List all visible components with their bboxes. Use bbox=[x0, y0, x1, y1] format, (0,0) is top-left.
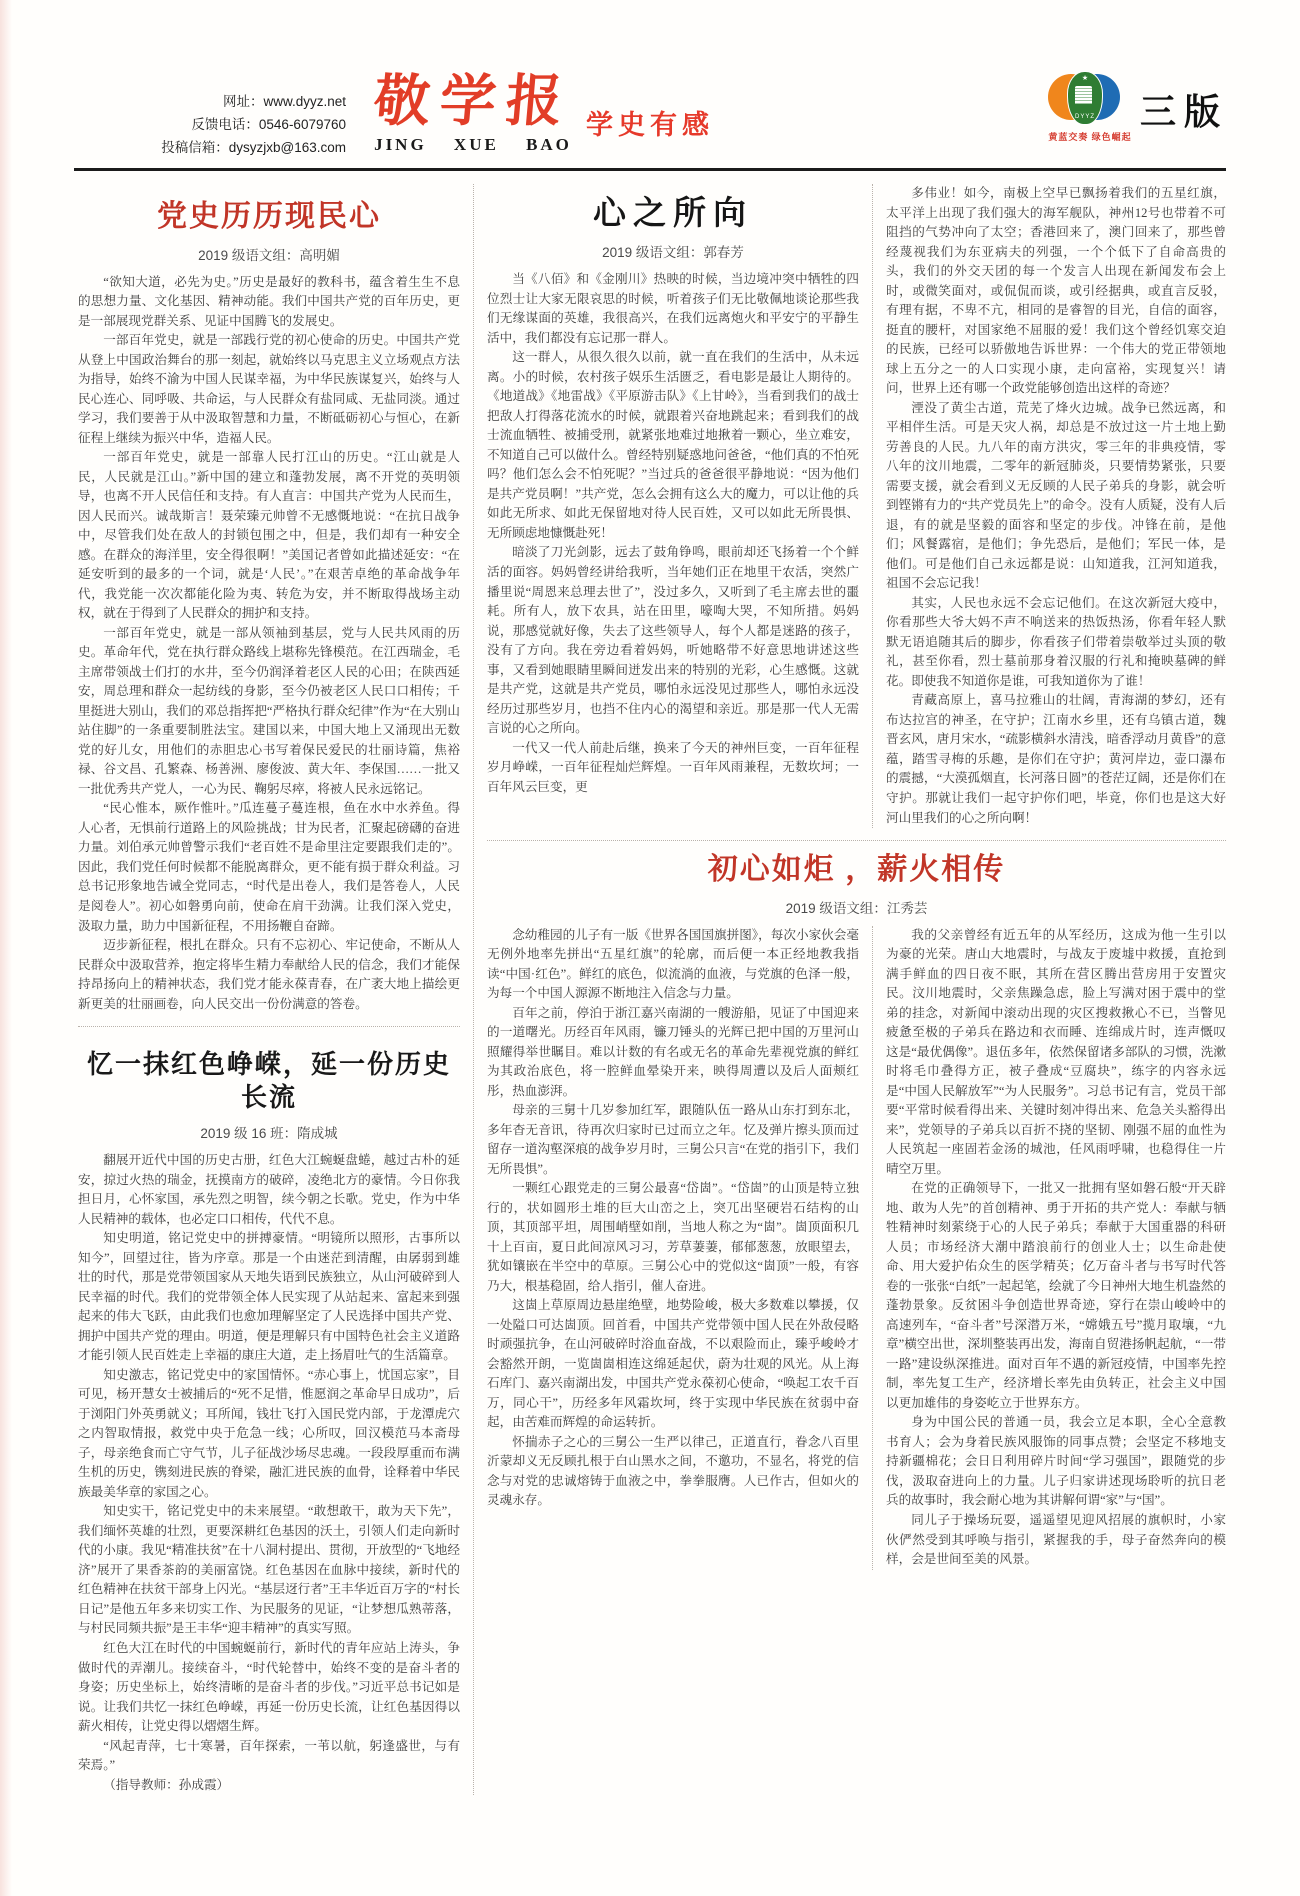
paragraph: 湮没了黄尘古道，荒芜了烽火边城。战争已然远离，和平相伴生活。可是天灾人祸，却总是不放过这一片土地上勤劳善良的人民。九八年的南方洪灾，零三年的非典疫情，零八年的汶川地震，二零年的新冠肺炎，只要情势紧张，只要需要支援，就会看到义无反顾的人民子弟兵的身影，就会听到铿锵有力的“共产党员先上”的命令。没有人质疑，没有人后退，有的就是坚毅的面容和坚定的步伐。冲锋在前，是他们；风餐露宿，是他们；争先恐后，是他们；军民一体，是他们。可是他们自己永远都是说：山知道我，江河知道我，祖国不会忘记我！ bbox=[886, 400, 1226, 591]
column-right-region bbox=[473, 184, 1226, 1795]
article-title: 初心如炬 ，薪火相传 bbox=[707, 853, 1006, 887]
article-byline: 2019 级语文组：江秀芸 bbox=[785, 900, 928, 916]
article-title: 忆一抹红色峥嵘，延一份历史长流 bbox=[86, 1050, 451, 1112]
article-xinzhisuoxiang-row bbox=[487, 184, 1226, 828]
paragraph: 一部百年党史，就是一部靠人民打江山的历史。“江山就是人民，人民就是江山。”新中国的建立和蓬勃发展，离不开党的英明领导，也离不开人民信任和支持。有人直言：中国共产党为人民而生，因人民而兴。诚哉斯言！聂荣臻元帅曾不无感慨地说：“在抗日战争中，尽管我们处在敌人的封锁包围之中，但是，我们却有一种安全感。在群众的海洋里，安全得很啊！”美国记者曾如此描述延安：“在延安听到的最多的一个词，就是‘人民’。”在艰苦卓绝的革命战争年代，我党能一次次都能化险为夷、转危为安，并不断取得战场主动权，就在于得到了人民群众的拥护和支持。 bbox=[78, 450, 460, 621]
paragraph: 翻展开近代中国的历史古册，红色大江蜿蜒盘蜷，越过古朴的延安，掠过火热的瑞金，抚摸南方的破碎，凌绝北方的豪情。今日你我担日月，心怀家国，承先烈之明智，续今朝之长歌。党史，作为中华人民精神的载体，也必定口口相传，代代不息。 bbox=[78, 1153, 460, 1226]
article-paragraphs bbox=[886, 926, 1226, 1570]
paragraph: 知史激志，铭记党史中的家国情怀。“赤心事上，忧国忘家”，目可见，杨开慧女士被捕后的“死不足惜，惟愿润之革命早日成功”，后于浏阳门外英勇就义；耳所闻，钱壮飞打入国民党内部，于龙潭虎穴之内智取情报，救党中央于危急一线；心所叹，回汉模范马本斋母子，母亲绝食而亡守气节，儿子征战沙场尽忠魂。一段段厚重而布满生机的历史，镌刻进民族的脊梁，融汇进民族的血骨，诠释着中华民族最美华章的家国之心。 bbox=[78, 1367, 460, 1499]
article-title: 党史历历现民心 bbox=[157, 200, 381, 233]
article-paragraphs bbox=[78, 1151, 460, 1776]
paragraph: 怀揣赤子之心的三舅公一生严以律己，正道直行，眷念八百里沂蒙却义无反顾扎根于白山黑水之间，不邀功，不显名，将党的信念与对党的忠诚熔铸于血液之中，拳拳服膺。人已作古，但如火的灵魂永存。 bbox=[487, 1434, 859, 1508]
article-byline: 2019 级 16 班：隋成城 bbox=[200, 1126, 338, 1142]
paragraph: 我的父亲曾经有近五年的从军经历，这成为他一生引以为豪的光荣。唐山大地震时，与战友于废墟中救援，直抢到满手鲜血的四日夜不眠，其所在营区腾出营房用于安置灾民。汶川地震时，父亲焦躁急虑，脸上写满对困于震中的堂弟的挂念，对新闻中滚动出现的灾区搜救揪心不已，当瞥见疲惫至极的子弟兵在路边和衣而睡、连绵成片时，连声慨叹这是“最优偶像”。退伍多年，依然保留诸多部队的习惯，洗漱时将毛巾叠得方正，被子叠成“豆腐块”，练字的内容永远是“中国人民解放军”“为人民服务”。习总书记有言，党员干部要“平常时候看得出来、关键时刻冲得出来、危急关头豁得出来”，党领导的子弟兵以百折不挠的坚韧、刚强不屈的血性为人民筑起一座固若金汤的城池，任风雨呼啸，也稳得住一片晴空万里。 bbox=[886, 927, 1226, 1176]
paragraph: 这一群人，从很久很久以前，就一直在我们的生活中，从未远离。小的时候，农村孩子娱乐生活匮乏，看电影是最让人期待的。《地道战》《地雷战》《平原游击队》《上甘岭》，当看到我们的战士把敌人打得落花流水的时候，就跟着兴奋地跳起来；看到我们的战士流血牺牲、被捕受刑，就紧张地难过地揪着一颗心，坐立难安，不知道自己可以做什么。曾经特别疑惑地问爸爸，“他们真的不怕死吗？他们怎么会不怕死呢？”当过兵的爸爸很平静地说：“因为他们是共产党员啊！”共产党，怎么会拥有这么大的魔力，可以让他的兵如此无所求、如此无保留地对待人民百姓，又可以如此无所畏惧、无所顾虑地慷慨赴死！ bbox=[487, 350, 859, 540]
article-divider bbox=[487, 840, 1226, 841]
logo-green-shield bbox=[1067, 71, 1103, 125]
building-icon bbox=[1075, 86, 1092, 104]
star-icon: ★ bbox=[1081, 74, 1089, 82]
paragraph: 一部百年党史，就是一部从领袖到基层，党与人民共风雨的历史。革命年代，党在执行群众路线上堪称先锋模范。在江西瑞金，毛主席带领战士们打的水井，至今仍润泽着老区人民的心田；在陕西延安，周总理和群众一起纺线的身影，至今仍被老区人民口口相传；千里挺进大别山，我们的邓总指挥把“严格执行群众纪律”作为“在大别山站住脚”的一条重要制胜法宝。建国以来，中国大地上又涌现出无数党的好儿女，用他们的赤胆忠心书写着保民爱民的壮丽诗篇，焦裕禄、谷文昌、孔繁森、杨善洲、廖俊波、黄大年、李保国……一批又一批优秀共产党人，一心为民、鞠躬尽瘁，将被人民永远铭记。 bbox=[78, 625, 460, 796]
section-title: 学史有感 bbox=[586, 110, 714, 140]
article-chuxinruju-row bbox=[487, 926, 1226, 1570]
article-byline: 2019 级语文组：高明媚 bbox=[198, 247, 340, 263]
masthead-pinyin: JING XUE BAO bbox=[374, 135, 572, 154]
paragraph: 身为中国公民的普通一员，我会立足本职，全心全意教书育人；会为身着民族风服饰的同事点赞；会坚定不移地支持新疆棉花；会日日利用碎片时间“学习强国”，跟随党的步伐，汲取奋进向上的力量。儿子归家讲述现场聆听的抗日老兵的故事时，我会耐心地为其讲解何谓“家”与“国”。 bbox=[886, 1415, 1226, 1508]
article-paragraphs bbox=[886, 184, 1226, 828]
paragraph: 一颗红心跟党走的三舅公最喜“岱崮”。“岱崮”的山顶是特立独行的，状如圆形土堆的巨大山峦之上，突兀出坚硬岩石结构的山顶，其顶部平坦，周围峭壁如削，当地人称之为“崮”。崮顶面积几十上百亩，夏日此间凉风习习，芳草萋萋，郁郁葱葱，放眼望去，犹如镶嵌在半空中的草原。三舅公心中的党似这“崮顶”一般，有容乃大，根基稳固，给人指引，催人奋进。 bbox=[487, 1181, 859, 1293]
article-chuxinruju-right bbox=[872, 926, 1226, 1570]
article-dangshi bbox=[78, 198, 460, 1014]
article-xinzhisuoxiang-left bbox=[487, 184, 872, 828]
article-xinzhisuoxiang-right bbox=[872, 184, 1226, 828]
paragraph: 这崮上草原周边悬崖绝壁，地势险峻，极大多数难以攀援，仅一处隘口可达崮顶。回首看，中国共产党带领中国人民在外敌侵略时顽强抗争，在山河破碎时浴血奋战，不以艰险而止，臻乎峻岭才会豁然开朗，一览崮崮相连这绵延起伏，蔚为壮观的风光。从上海石库门、嘉兴南湖出发，中国共产党永葆初心使命，“唤起工农千百万，同心干”，历经多年风霜坎坷，终于实现中华民族在贫弱中奋起，由苦难而辉煌的命运转折。 bbox=[487, 1298, 859, 1430]
article-chuxinruju bbox=[487, 851, 1226, 1570]
article-paragraphs bbox=[487, 270, 859, 797]
paragraph: 其实，人民也永远不会忘记他们。在这次新冠大疫中，你看那些大爷大妈不声不响送来的热饭热汤，你看年轻人默默无语追随其后的脚步，你看孩子们带着崇敬举过头顶的敬礼，甚至你看，烈士墓前那身着汉服的行礼和掩映墓碑的鲜花。即使我不知道你是谁，可我知道你为了谁！ bbox=[886, 595, 1226, 688]
paragraph: 当《八佰》和《金刚川》热映的时候，当边境冲突中牺牲的四位烈士让大家无限哀思的时候，听着孩子们无比敬佩地谈论那些我们无缘谋面的英雄，我很高兴，在我们远离炮火和平安宁的平静生活中，我们都没有忘记那一群人。 bbox=[487, 272, 859, 345]
paragraph: 百年之前，停泊于浙江嘉兴南湖的一艘游船，见证了中国迎来的一道曙光。历经百年风雨，镰刀锤头的光辉已把中国的万里河山照耀得举世瞩目。难以计数的有名或无名的革命先辈视党旗的鲜红为其政治底色，将一腔鲜血晕染开来，映得周遭以及后人面颊红彤，热血澎湃。 bbox=[487, 1005, 859, 1098]
article-chuxinruju-left bbox=[487, 926, 872, 1570]
paragraph: 红色大江在时代的中国蜿蜒前行，新时代的青年应站上涛头，争做时代的弄潮儿。接续奋斗，“时代轮替中，始终不变的是奋斗者的身姿；历史坐标上，始终清晰的是奋斗者的步伐。”习近平总书记如是说。让我们共忆一抹红色峥嵘，再延一份历史长流，让红色基因得以薪火相传，让党史得以熠熠生辉。 bbox=[78, 1640, 460, 1734]
school-logo-icon bbox=[1048, 70, 1132, 142]
edition-number: 三版 bbox=[1140, 92, 1229, 132]
paragraph: 知史实干，铭记党史中的未来展望。“敢想敢干，敢为天下先”，我们缅怀英雄的壮烈，更要深耕红色基因的沃土，引领人们走向新时代的小康。我见“精准扶贫”在十八洞村提出、贯彻，开放型的“飞地经济”展开了果香茶韵的美丽富饶。红色基因在血脉中接续，新时代的红色精神在扶贫干部身上闪光。“基层迓行者”王丰华近百万字的“村长日记”是他五年多来切实工作、为民服务的见证，“让梦想瓜熟蒂落，与村民同频共振”是王丰华“迎丰精神”的真实写照。 bbox=[78, 1504, 460, 1636]
paragraph: 暗淡了刀光剑影，远去了鼓角铮鸣，眼前却还飞扬着一个个鲜活的面容。妈妈曾经讲给我听，当年她们正在地里干农活，突然广播里说“周恩来总理去世了”，没过多久，又听到了毛主席去世的噩耗。所有人，放下农具，站在田里，嚎啕大哭，不知所措。妈妈说，那感觉就好像，失去了这些领导人，每个人都是迷路的孩子，没有了方向。我在旁边看着妈妈，听她略带不好意思地讲述这些事，又看到她眼睛里瞬间迸发出来的特别的光彩，心生感慨。这就是共产党，这就是共产党员，哪怕永远没见过那些人，哪怕永远没经历过那些岁月，也挡不住内心的渴望和亲近。那是那一代人无需言说的心之所向。 bbox=[487, 545, 859, 736]
paragraph: 在党的正确领导下，一批又一批拥有坚如磐石般“开天辟地、敢为人先”的首创精神、勇于开拓的共产党人：奉献与牺牲精神时刻萦绕于心的人民子弟兵；奉献于大国重器的科研人员；市场经济大潮中踏浪前行的创业人士；以生命赴使命、用大爱护佑众生的医学精英；亿万奋斗者与书写时代答卷的一张张“白纸”一起起笔，绘就了今日神州大地生机盎然的蓬勃景象。反贫困斗争创造世界奇迹，穿行在崇山峻岭中的高速列车，“奋斗者”号深潜万米，“嫦娥五号”揽月取壤，“九章”横空出世，深圳整装再出发，海南自贸港扬帆起航，“一带一路”建设纵深推进。面对百年不遇的新冠疫情，中国率先控制，率先复工生产，经济增长率先由负转正，社会主义中国以更加雄伟的身姿屹立于世界东方。 bbox=[886, 1181, 1226, 1410]
column-left bbox=[78, 184, 473, 1795]
website: 网址：www.dyyz.net bbox=[222, 94, 346, 109]
article-paragraphs bbox=[78, 273, 460, 1015]
paragraph: 多伟业！如今，南极上空早已飘扬着我们的五星红旗，太平洋上出现了我们强大的海军舰队，神州12号也带着不可阻挡的气势冲向了太空；香港回来了，澳门回来了，那些曾经蔑视我们为东亚病夫的列强，一个个低下了自命高贵的头，我们的外交天团的每一个发言人出现在新闻发布会上时，或微笑面对，或侃侃而谈，或引经据典，或直言反驳，有理有据，不卑不亢，相同的是睿智的目光，自信的面容，挺直的腰杆，对国家绝不屈服的爱！我们这个曾经饥寒交迫的民族，已经可以骄傲地告诉世界：一个伟大的党正带领地球上五分之一的人口实现小康，走向富裕，实现复兴！请问，世界上还有哪一个政党能够创造出这样的奇迹？ bbox=[886, 186, 1226, 396]
paragraph: “欲知大道，必先为史。”历史是最好的教科书，蕴含着生生不息的思想力量、文化基因、精神动能。我们中国共产党的百年历史，更是一部展现党群关系、见证中国腾飞的发展史。 bbox=[78, 274, 460, 328]
article-byline: 2019 级语文组：郭春芳 bbox=[602, 245, 744, 261]
paragraph: 念幼稚园的儿子有一版《世界各国国旗拼图》，每次小家伙会毫无例外地率先拼出“五星红旗”的轮廓，而后便一本正经地教我指读“中国·红色”。鲜红的底色，似流淌的血液，与党旗的色泽一般，为每一个中国人源源不断地注入信念与力量。 bbox=[487, 927, 859, 1001]
masthead-title: 敬学报 bbox=[371, 71, 575, 133]
submission-email: 投稿信箱：dysyzjxb@163.com bbox=[161, 140, 346, 155]
paragraph: 迈步新征程，根扎在群众。只有不忘初心、牢记使命，不断从人民群众中汲取营养，抱定将毕生精力奉献给人民的信念，我们才能保持昂扬向上的精神状态，我们党才能永葆青春，在广袤大地上描绘更新更美的壮丽画卷，向人民交出一份份满意的答卷。 bbox=[78, 938, 460, 1011]
teacher-credit: （指导教师：孙成霞） bbox=[103, 1777, 230, 1792]
header-rule bbox=[74, 168, 1226, 171]
paragraph: 知史明道，铭记党史中的拼搏豪情。“明镜所以照形，古事所以知今”，回望过往，皆为序章。那是一个由迷茫到清醒，由孱弱到雄壮的时代，那是党带领国家从天地失语到民族独立，从山河破碎到人民幸福的时代。我们的党带领全体人民实现了从站起来、富起来到强起来的伟大飞跃，由此我们也愈加理解坚定了人民选择中国共产党、拥护中国共产党的理由。明道，便是理解只有中国特色社会主义道路才能引领人民百姓走上幸福的康庄大道，走上扬眉吐气的生活篇章。 bbox=[78, 1231, 460, 1363]
paragraph: 一代又一代人前赴后继，换来了今天的神州巨变，一百年征程岁月峥嵘，一百年征程灿烂辉煌。一百年风雨兼程，无数坎坷；一百年风云巨变，更 bbox=[487, 740, 859, 794]
article-hongse bbox=[78, 1049, 460, 1795]
article-paragraphs bbox=[487, 926, 859, 1511]
logo-abbreviation: DYYZ bbox=[1074, 114, 1095, 120]
logo-slogan: 黄蓝交奏 绿色崛起 bbox=[1048, 132, 1132, 142]
page-body bbox=[78, 184, 1226, 1795]
paragraph: 一部百年党史，就是一部践行党的初心使命的历史。中国共产党从登上中国政治舞台的那一刻起，就始终以马克思主义立场观点方法为指导，始终不渝为中国人民谋幸福，为中华民族谋复兴，始终与人民心连心、同呼吸、共命运，与人民群众有盐同咸、无盐同淡。通过学习，我们要善于从中汲取智慧和力量，不断砥砺初心与恒心，在新征程上继续为振兴中华，造福人民。 bbox=[78, 333, 460, 445]
article-title: 心之所向 bbox=[593, 194, 753, 231]
paragraph: 青藏高原上，喜马拉雅山的壮阔，青海湖的梦幻，还有布达拉宫的神圣，在守护；江南水乡里，还有乌镇古道，魏晋玄风，唐月宋水，“疏影横斜水清浅，暗香浮动月黄昏”的意蕴，踏雪寻梅的乐趣，是你们在守护；黄河岸边，壶口瀑布的震撼，“大漠孤烟直，长河落日圆”的苍茫辽阔，还是你们在守护。那就让我们一起守护你们吧，毕竟，你们也是这大好河山里我们的心之所向啊！ bbox=[886, 693, 1226, 825]
paragraph: “风起青萍，七十寒暑，百年探索，一苇以航，躬逢盛世，与有荣焉。” bbox=[78, 1738, 460, 1773]
feedback-phone: 反馈电话：0546-6079760 bbox=[191, 117, 346, 132]
paragraph: 同儿子于操场玩耍，遥遥望见迎风招展的旗帜时，小家伙俨然受到其呼唤与指引，紧握我的手，母子奋然奔向的模样，会是世间至美的风景。 bbox=[886, 1512, 1226, 1567]
article-divider bbox=[78, 1026, 460, 1027]
paragraph: “民心惟本，厥作惟叶。”瓜连蔓子蔓连根，鱼在水中水养鱼。得人心者，无惧前行道路上的风险挑战；甘为民者，汇聚起磅礴的奋进力量。刘伯承元帅曾警示我们“老百姓不是命里注定要跟我们走的”。因此，我们党任何时候都不能脱离群众，更不能有损于群众利益。习总书记形象地告诫全党同志，“时代是出卷人，我们是答卷人，人民是阅卷人”。初心如磐勇向前，使命在肩干劲满。让我们深入党史，汲取力量，助力中国新征程，不用扬鞭自奋蹄。 bbox=[78, 801, 460, 933]
paragraph: 母亲的三舅十几岁参加红军，跟随队伍一路从山东打到东北，多年杳无音讯，待再次归家时已过而立之年。忆及弹片擦头顶而过留存一道沟壑深痕的战争岁月时，三舅公只言“在党的指引下，我们无所畏惧”。 bbox=[487, 1103, 859, 1176]
contact-info bbox=[100, 90, 346, 159]
